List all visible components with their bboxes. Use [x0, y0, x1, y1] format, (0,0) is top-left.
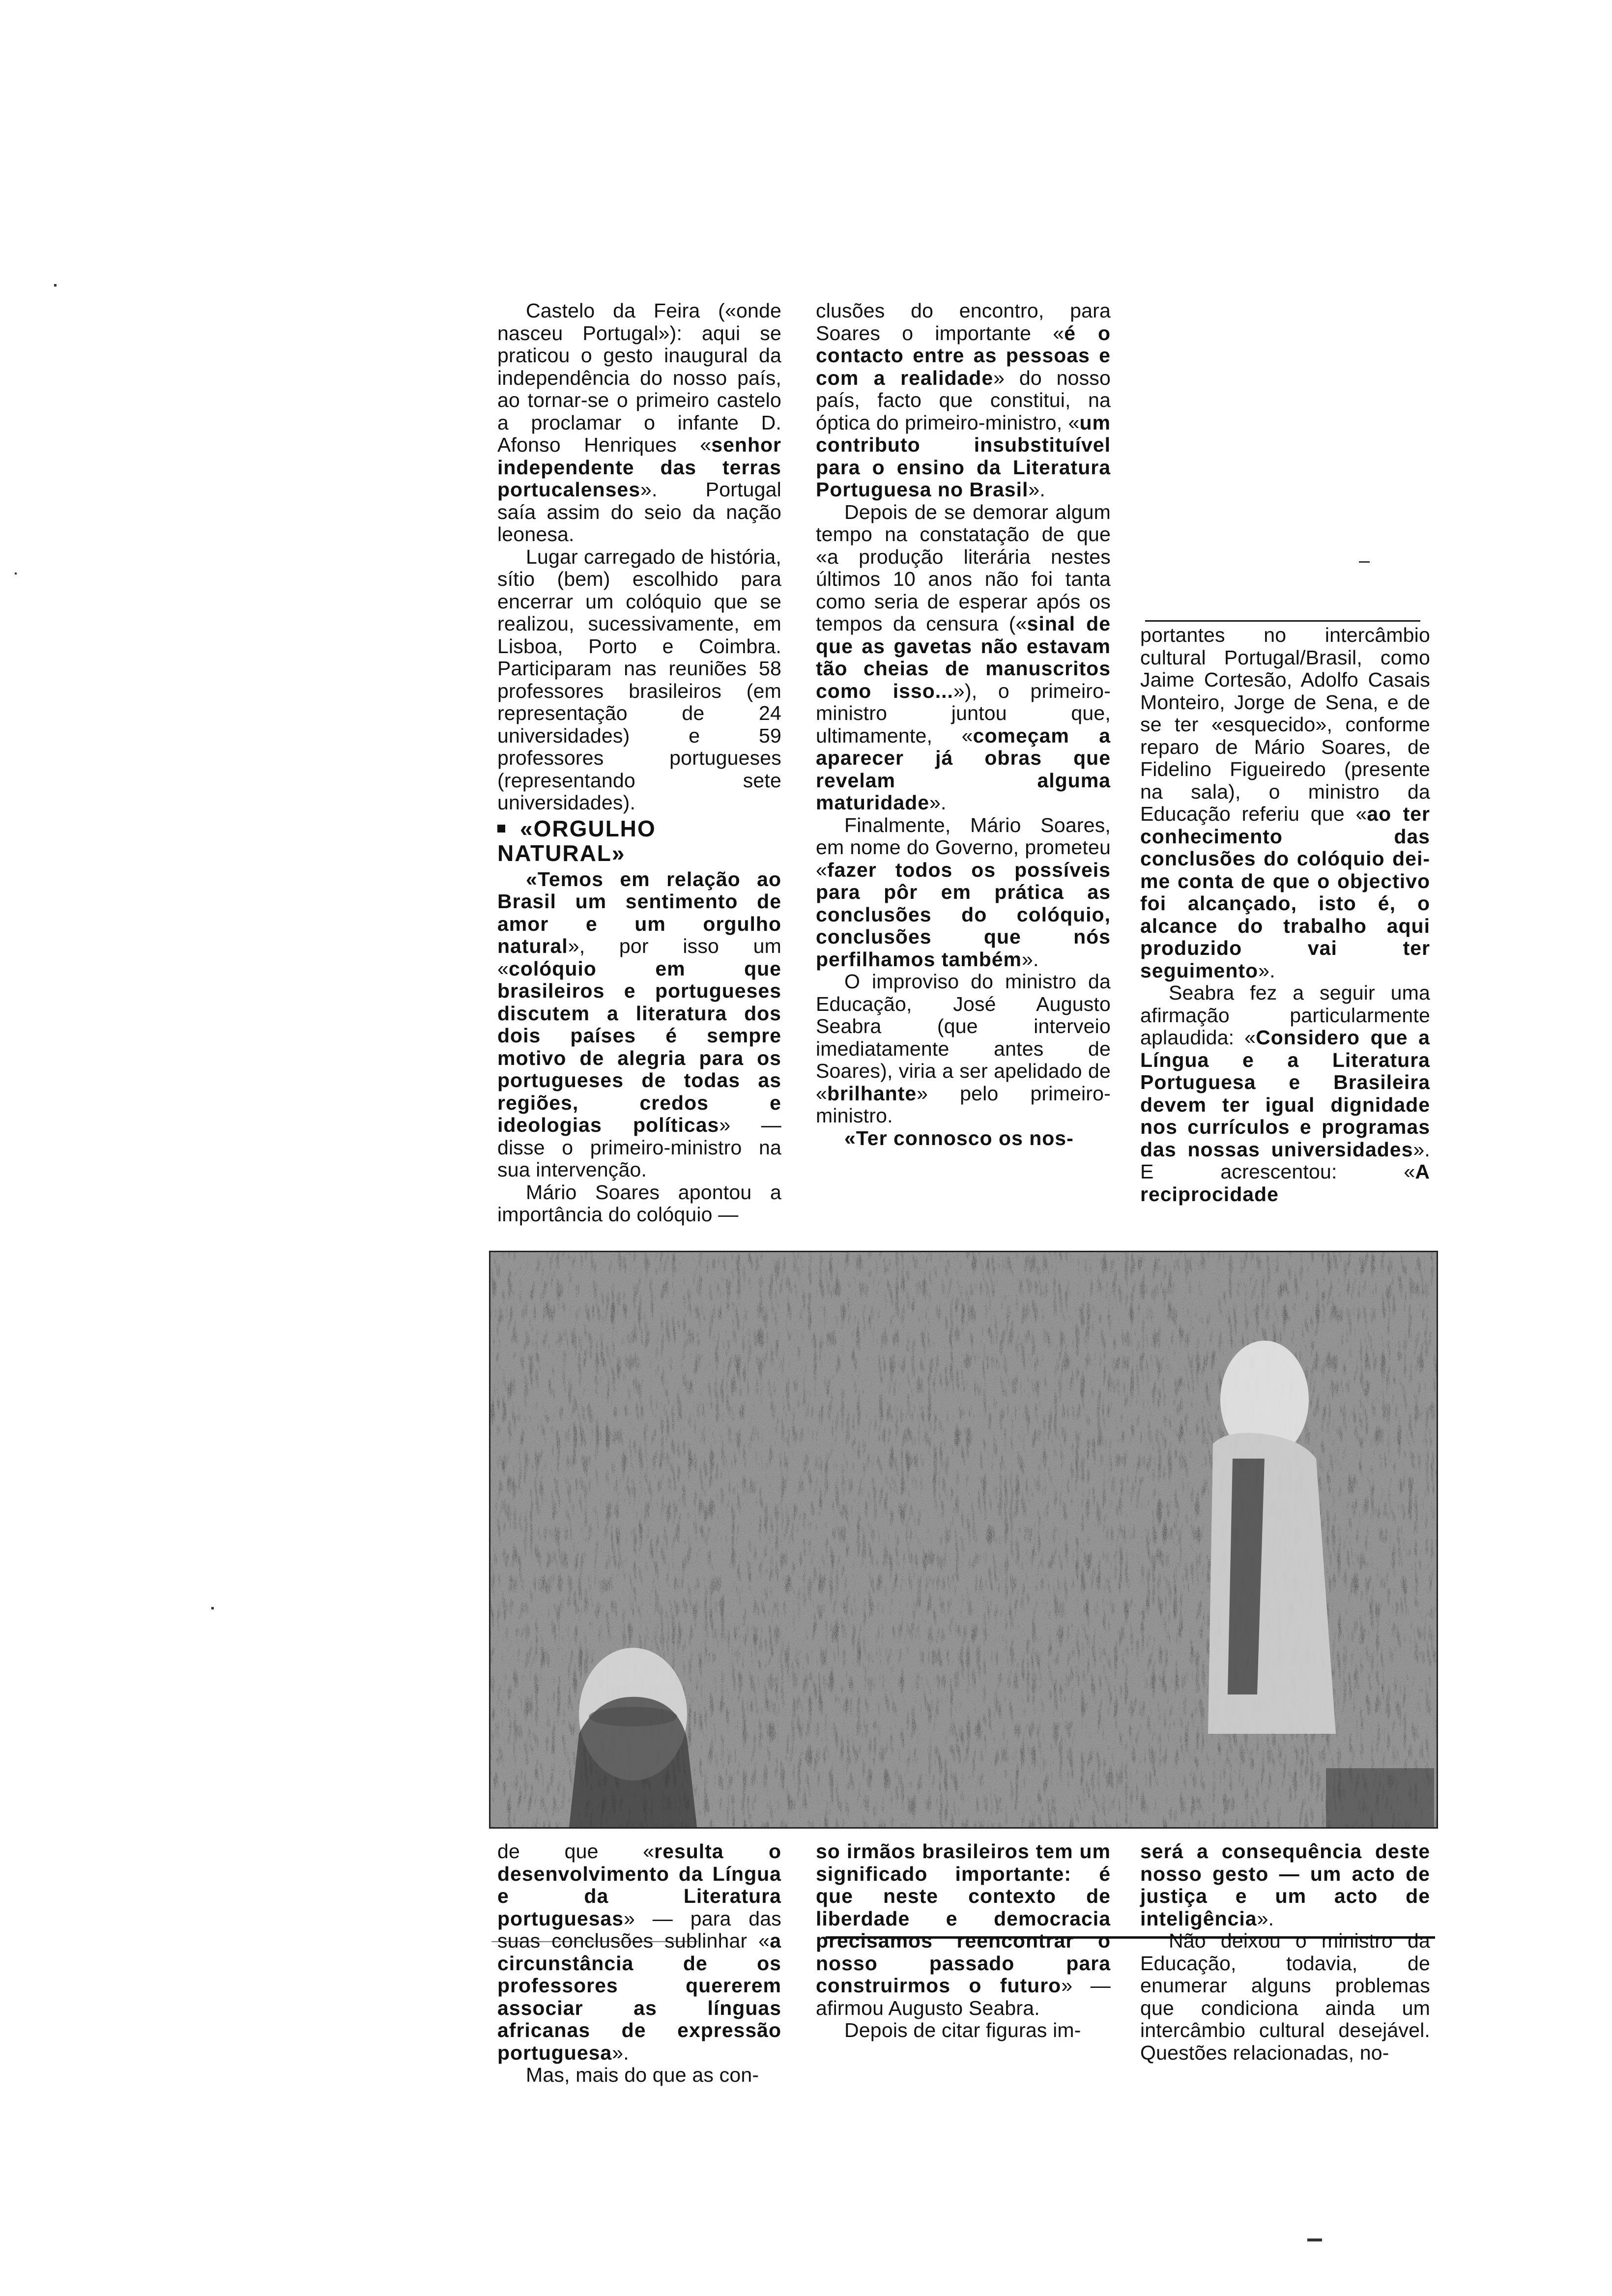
- paragraph: [497, 2064, 781, 2087]
- bold-run: um contributo insubstituível para o ensino da Literatura Portuguesa no Brasil: [816, 411, 1111, 501]
- text-run: ». Portugal saía assim do seio da nação leonesa.: [497, 478, 781, 545]
- paragraph: [497, 300, 781, 546]
- text-run: ».: [929, 791, 947, 814]
- subheading-text: «ORGULHO NATURAL»: [497, 815, 656, 866]
- paragraph: [816, 501, 1111, 814]
- text-run: Depois de se demorar algum tempo na constatação de que «a produção literária nestes últimos 10 anos não foi tanta como seria de esperar após os tempos da censura («: [816, 500, 1111, 635]
- text-run: Mas, mais do que as con-: [526, 2064, 759, 2086]
- column-2-upper: [816, 300, 1111, 1149]
- bold-run: será a consequência deste nosso gesto — um acto de justiça e um acto de inteligência: [1140, 1840, 1430, 1930]
- paragraph: [816, 1127, 1111, 1150]
- text-run: ».: [612, 2041, 629, 2064]
- bold-run: «Ter connosco os nos-: [844, 1126, 1074, 1149]
- paragraph: [1140, 624, 1430, 982]
- text-run: ».: [1028, 478, 1045, 501]
- text-run: O improviso do ministro da Educação, José Augusto Seabra (que interveio imediatamente antes de Soares), viria a ser apelidado de «: [816, 970, 1111, 1105]
- halftone-photo-icon: [490, 1252, 1437, 1827]
- subheading: [497, 816, 781, 865]
- paragraph: [816, 2019, 1111, 2042]
- text-run: portantes no intercâmbio cultural Portugal/Brasil, como Jaime Cortesão, Adolfo Casais Monteiro, Jorge de Sena, e de se ter «esquecido», conforme reparo de Mário Soares, de Fidelino Figueiredo (presente na sala), o ministro da Educação referiu que «: [1140, 624, 1430, 825]
- text-run: » pelo primeiro-ministro.: [816, 1082, 1111, 1127]
- bold-run: começam a aparecer já obras que revelam alguma maturidade: [816, 724, 1111, 814]
- paragraph: [816, 1840, 1111, 2019]
- text-run: » — para das suas conclusões sublinhar «: [497, 1907, 781, 1952]
- article-photo: [489, 1251, 1438, 1829]
- bold-run: A reciprocidade: [1140, 1160, 1430, 1205]
- bold-run: senhor independente das terras portucalenses: [497, 433, 781, 501]
- paragraph: [497, 868, 781, 1181]
- paragraph: [1140, 1840, 1430, 1930]
- text-run: Seabra fez a seguir uma afirmação particularmente aplaudida: «: [1140, 981, 1430, 1049]
- paragraph: [816, 971, 1111, 1127]
- bold-run: ao ter conhecimento das conclusões do colóquio dei-me conta de que o objectivo foi alcançado, isto é, o alcance do trabalho aqui produzido vai ter seguimento: [1140, 803, 1430, 982]
- text-run: », por isso um «: [497, 935, 781, 980]
- bold-run: Temos em relação ao Brasil um sentimento de amor e um orgulho natural: [497, 867, 781, 957]
- bold-run: resulta o desenvolvimento da Língua e da Literatura portuguesas: [497, 1840, 781, 1930]
- square-bullet-icon: [497, 825, 505, 832]
- bold-run: so irmãos brasileiros tem um significado importante: é que neste contexto de liberdade e democracia precisamos reencontrar o nosso passado para construirmos o futuro: [816, 1840, 1111, 1997]
- text-run: clusões do encontro, para Soares o importante «: [816, 299, 1111, 344]
- column-3-top-rule: [1145, 620, 1420, 622]
- bold-run: a circunstância de os professores quererem associar as línguas africanas de expressão portuguesa: [497, 1929, 781, 2064]
- bold-run: é o contacto entre as pessoas e com a realidade: [816, 321, 1111, 389]
- scan-speck: [15, 573, 17, 574]
- column-3-upper: [1140, 624, 1430, 1205]
- scan-speck: [211, 1607, 214, 1609]
- paragraph: [816, 300, 1111, 501]
- text-run: Depois de citar figuras im-: [844, 2019, 1081, 2041]
- text-run: ». E acrescentou: «: [1140, 1138, 1430, 1183]
- paragraph: [816, 814, 1111, 971]
- text-run: Lugar carregado de história, sítio (bem) escolhido para encerrar um colóquio que se realizou, sucessivamente, em Lisboa, Porto e Coimbra. Participaram nas reuniões 58 professores brasileiros (em representação de 24 universidades) e 59 professores portugueses (representando sete universidades).: [497, 545, 781, 814]
- text-run: Finalmente, Mário Soares, em nome do Governo, prometeu «: [816, 813, 1111, 881]
- paragraph: [497, 1840, 781, 2064]
- text-run: » — afirmou Augusto Seabra.: [816, 1974, 1111, 2019]
- text-run: »), o primeiro-ministro juntou que, ultimamente, «: [816, 679, 1111, 747]
- paragraph: [497, 1181, 781, 1226]
- text-run: ».: [1022, 947, 1039, 971]
- column-2-lower: [816, 1840, 1111, 2042]
- bold-run: fazer todos os possíveis para pôr em prática as conclusões do colóquio, conclusões que nós perfilhamos também: [816, 858, 1111, 971]
- column-3-lower: [1140, 1840, 1430, 2064]
- bold-run: Considero que a Língua e a Literatura Portuguesa e Brasileira devem ter igual dignidade nos currículos e programas das nossas universidades: [1140, 1026, 1430, 1161]
- bold-run: «: [526, 867, 538, 890]
- scan-speck: [1307, 2239, 1322, 2241]
- bold-run: sinal de que as gavetas não estavam tão cheias de manuscritos como isso...: [816, 612, 1111, 702]
- scan-speck: [54, 284, 57, 287]
- column-1-upper: [497, 300, 781, 1226]
- paragraph: [1140, 1930, 1430, 2064]
- text-run: » do nosso país, facto que constitui, na óptica do primeiro-ministro, «: [816, 366, 1111, 434]
- paragraph: [1140, 982, 1430, 1205]
- column-1-lower: [497, 1840, 781, 2087]
- paragraph: [497, 546, 781, 814]
- bold-run: brilhante: [827, 1082, 917, 1105]
- bold-run: colóquio em que brasileiros e portugueses discutem a literatura dos dois países é sempre motivo de alegria para os portugueses de todas as regiões, credos e ideologias políticas: [497, 957, 781, 1136]
- text-run: » — disse o primeiro-ministro na sua intervenção.: [497, 1114, 781, 1181]
- text-run: de que «: [497, 1840, 655, 1863]
- text-run: Mário Soares apontou a importância do colóquio —: [497, 1180, 781, 1226]
- text-run: Não deixou o ministro da Educação, todavia, de enumerar alguns problemas que condiciona ainda um intercâmbio cultural desejável. Questões relacionadas, no-: [1140, 1929, 1430, 2064]
- text-run: Castelo da Feira («onde nasceu Portugal»): aqui se praticou o gesto inaugural da independência do nosso país, ao tornar-se o primeiro castelo a proclamar o infante D. Afonso Henriques «: [497, 299, 781, 456]
- text-run: ».: [1257, 1907, 1274, 1930]
- scan-speck: [1359, 561, 1370, 563]
- text-run: ».: [1258, 959, 1275, 982]
